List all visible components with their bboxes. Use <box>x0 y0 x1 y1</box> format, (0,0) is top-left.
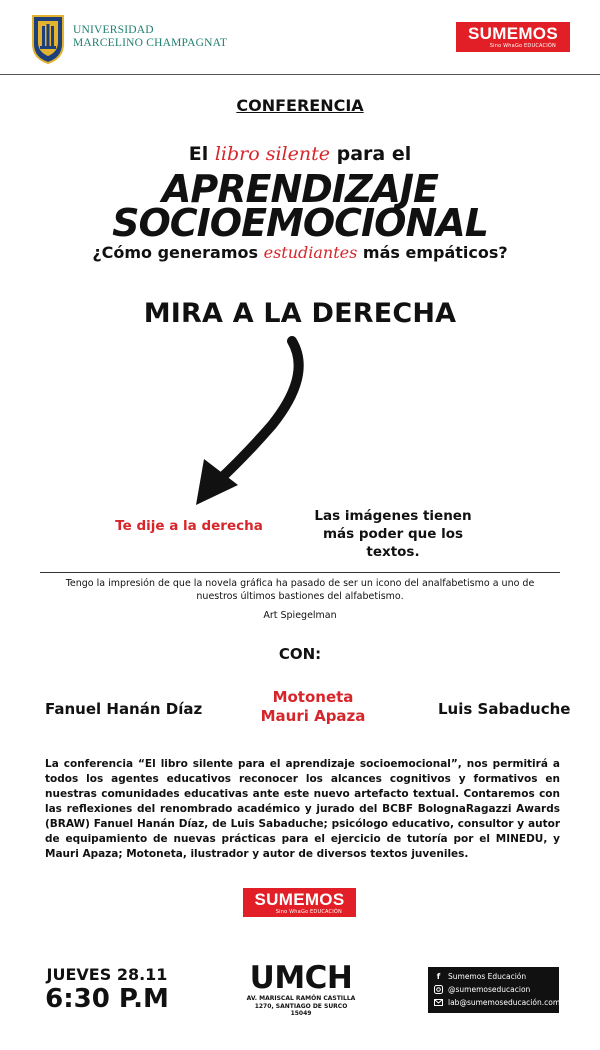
title-subtitle <box>0 243 600 262</box>
quote-text: Tengo la impresión de que la novela gráfica ha pasado de ser un icono del analfabetismo a uno de nuestros últimos bastiones del alfabetismo. <box>65 578 535 602</box>
title-line1-post: para el <box>336 143 412 165</box>
university-crest-icon <box>31 14 65 64</box>
title-main-line1: APRENDIZAJE <box>161 167 439 211</box>
university-name-line2: MARCELINO CHAMPAGNAT <box>73 36 228 49</box>
university-name-line1: UNIVERSIDAD <box>73 24 154 36</box>
images-note: Las imágenes tienen más poder que los textos. <box>314 508 472 560</box>
venue-address-line1: AV. MARISCAL RAMÓN CASTILLA <box>246 995 356 1002</box>
speaker-right: Luis Sabaduche <box>438 700 571 718</box>
venue-address-line2: 1270, SANTIAGO DE SURCO 15049 <box>254 1002 348 1017</box>
social-email-text: lab@sumemoseducación.com <box>448 998 561 1007</box>
speaker-center-line2: Mauri Apaza <box>260 707 366 725</box>
speaker-left: Fanuel Hanán Díaz <box>45 700 203 718</box>
title-line1 <box>0 143 600 165</box>
title-line1-pre: El <box>188 143 209 165</box>
venue-block <box>245 962 357 1018</box>
subtitle-pre: ¿Cómo generamos <box>92 243 259 262</box>
facebook-icon: f <box>436 972 441 981</box>
social-instagram-text: @sumemoseducacion <box>448 985 531 994</box>
social-facebook-text: Sumemos Educación <box>448 972 527 981</box>
speakers-label: CON: <box>278 645 322 663</box>
conference-label: CONFERENCIA <box>236 96 364 115</box>
sumemos-logo-tagline: Sino WhaGo EDUCACIÓN <box>489 43 556 49</box>
email-icon <box>434 998 443 1007</box>
event-date: JUEVES 28.11 <box>46 965 168 984</box>
subtitle-accent: estudiantes <box>263 243 358 262</box>
title-line1-accent: libro silente <box>214 143 330 165</box>
university-name <box>73 24 227 49</box>
event-time: 6:30 P.M <box>45 984 169 1014</box>
title-main-line2: SOCIOEMOCIONAL <box>112 201 488 245</box>
quote-divider <box>40 572 560 573</box>
description-paragraph: La conferencia “El libro silente para el aprendizaje socioemocional”, nos permitirá a todos los agentes educativos reconocer los alcances cognitivos y formativos en nuestras comunidades educativas ante este nuevo artefacto textual. Contaremos con las reflexiones del renombrado académico y jurado del BCBF BolognaRagazzi Awards (BRAW) Fanuel Hanán Díaz, de Luis Sabaduche; psicólogo educativo, consultor y autor de equipamiento de nuevas prácticas para el ejercicio de tutoría por el MINEDU, y Mauri Apaza; Motoneta, ilustrador y autor de diversos textos juveniles. <box>45 758 560 860</box>
red-note: Te dije a la derecha <box>115 518 263 534</box>
quote-author: Art Spiegelman <box>263 610 337 621</box>
speaker-center <box>238 688 388 726</box>
social-links-box <box>428 967 559 1013</box>
instagram-icon <box>434 985 443 994</box>
sumemos-logo-footer <box>243 888 356 917</box>
social-facebook[interactable] <box>434 970 559 983</box>
social-email[interactable] <box>434 996 559 1009</box>
sumemos-logo-word: SUMEMOS <box>468 24 558 43</box>
sumemos-logo-footer-tagline: Sino WhaGo EDUCACIÓN <box>275 909 342 915</box>
sumemos-logo-footer-word: SUMEMOS <box>254 890 345 909</box>
curved-arrow-icon <box>180 335 310 515</box>
subtitle-post: más empáticos? <box>362 243 508 262</box>
event-datetime <box>42 965 172 1014</box>
venue-name: UMCH <box>249 960 353 996</box>
header-divider <box>0 74 600 75</box>
speaker-center-line1: Motoneta <box>272 688 354 706</box>
mira-heading: MIRA A LA DERECHA <box>143 298 457 329</box>
social-instagram[interactable] <box>434 983 559 996</box>
sumemos-logo <box>456 22 570 52</box>
